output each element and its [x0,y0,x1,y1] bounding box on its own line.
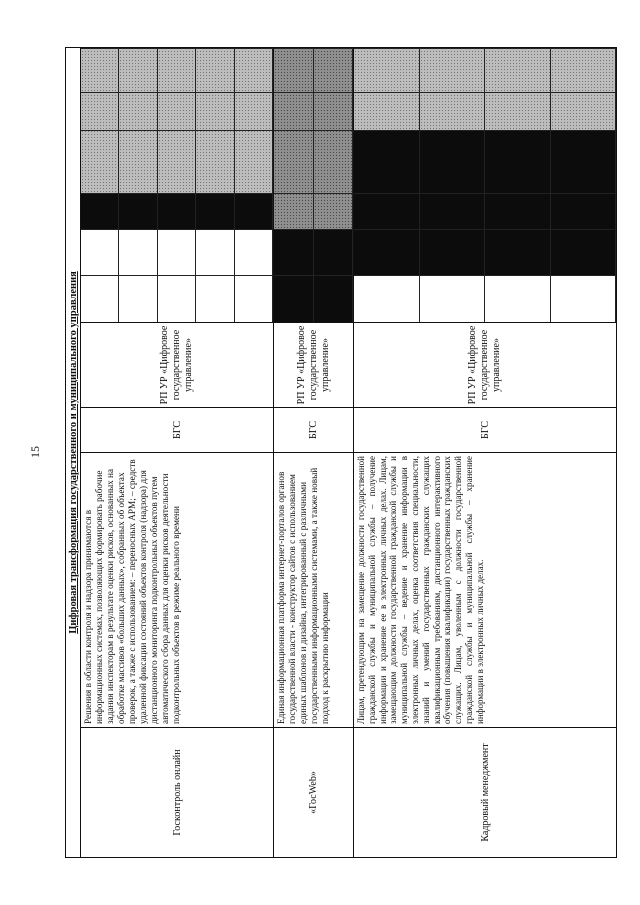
schedule-cells [274,47,354,322]
row-description: Единая информационная платформа интернет-порталов органов государственной власти - конструктор сайтов с использованием единых шаблонов и дизайна, интегрированный с различными государственными информационными системами, а также новый подход к раскрытию информации [274,453,354,728]
table-row [81,47,274,857]
section-title: Цифровая трансформация государственного и муниципального управления [66,47,81,857]
row-code: БГС [354,408,617,453]
row-description: Лицам, претендующим на замещение должности государственной гражданской службы и муниципальной службы – получение информации и хранение ее в электронных личных делах. Лицам, замещающим должности государственной гражданской службы и муниципальной службы – ведение и хранение информации в электронных личных делах, оценка соответствия специальности, знаний и умений государственных гражданских служащих квалификационным требованиям, дистанционного интерактивного обучения (повышения квалификации) государственных гражданских служащих. Лицам, уволенным с должности государственной гражданской службы и муниципальной службы – хранение информации в электронных личных делах. [354,453,617,728]
row-name: «ГосWeb» [274,728,354,858]
row-name: Госконтроль онлайн [81,728,274,858]
row-name: Кадровый менеджмент [354,728,617,858]
schedule-cells [354,47,617,322]
table-row [274,47,354,857]
transformation-table [65,47,617,858]
page-number: 15 [28,446,42,458]
row-code: БГС [274,408,354,453]
row-code: БГС [81,408,274,453]
row-responsible: РП УР «Цифровое государственное управление» [81,323,274,408]
row-responsible: РП УР «Цифровое государственное управление» [354,323,617,408]
schedule-cells [81,47,274,322]
rotated-table-container [65,48,615,858]
row-description: Решения в области контроля и надзора принимаются в информационных системах, позволяющих формировать рабочие задания инспекторам в результате оценки рисков, основанных на обработке массивов «больших данных», собранных об объектах проверок, а также с использованием: – переносных АРМ; – средств удаленной фиксации состояний объектов контроля (надзора) для дистанционного мониторинга подконтрольных объектов путем автоматического сбора данных для оценки рисков деятельности подконтрольных объектов в режиме реального времени [81,453,274,728]
row-responsible: РП УР «Цифровое государственное управление» [274,323,354,408]
table-row [354,47,617,857]
